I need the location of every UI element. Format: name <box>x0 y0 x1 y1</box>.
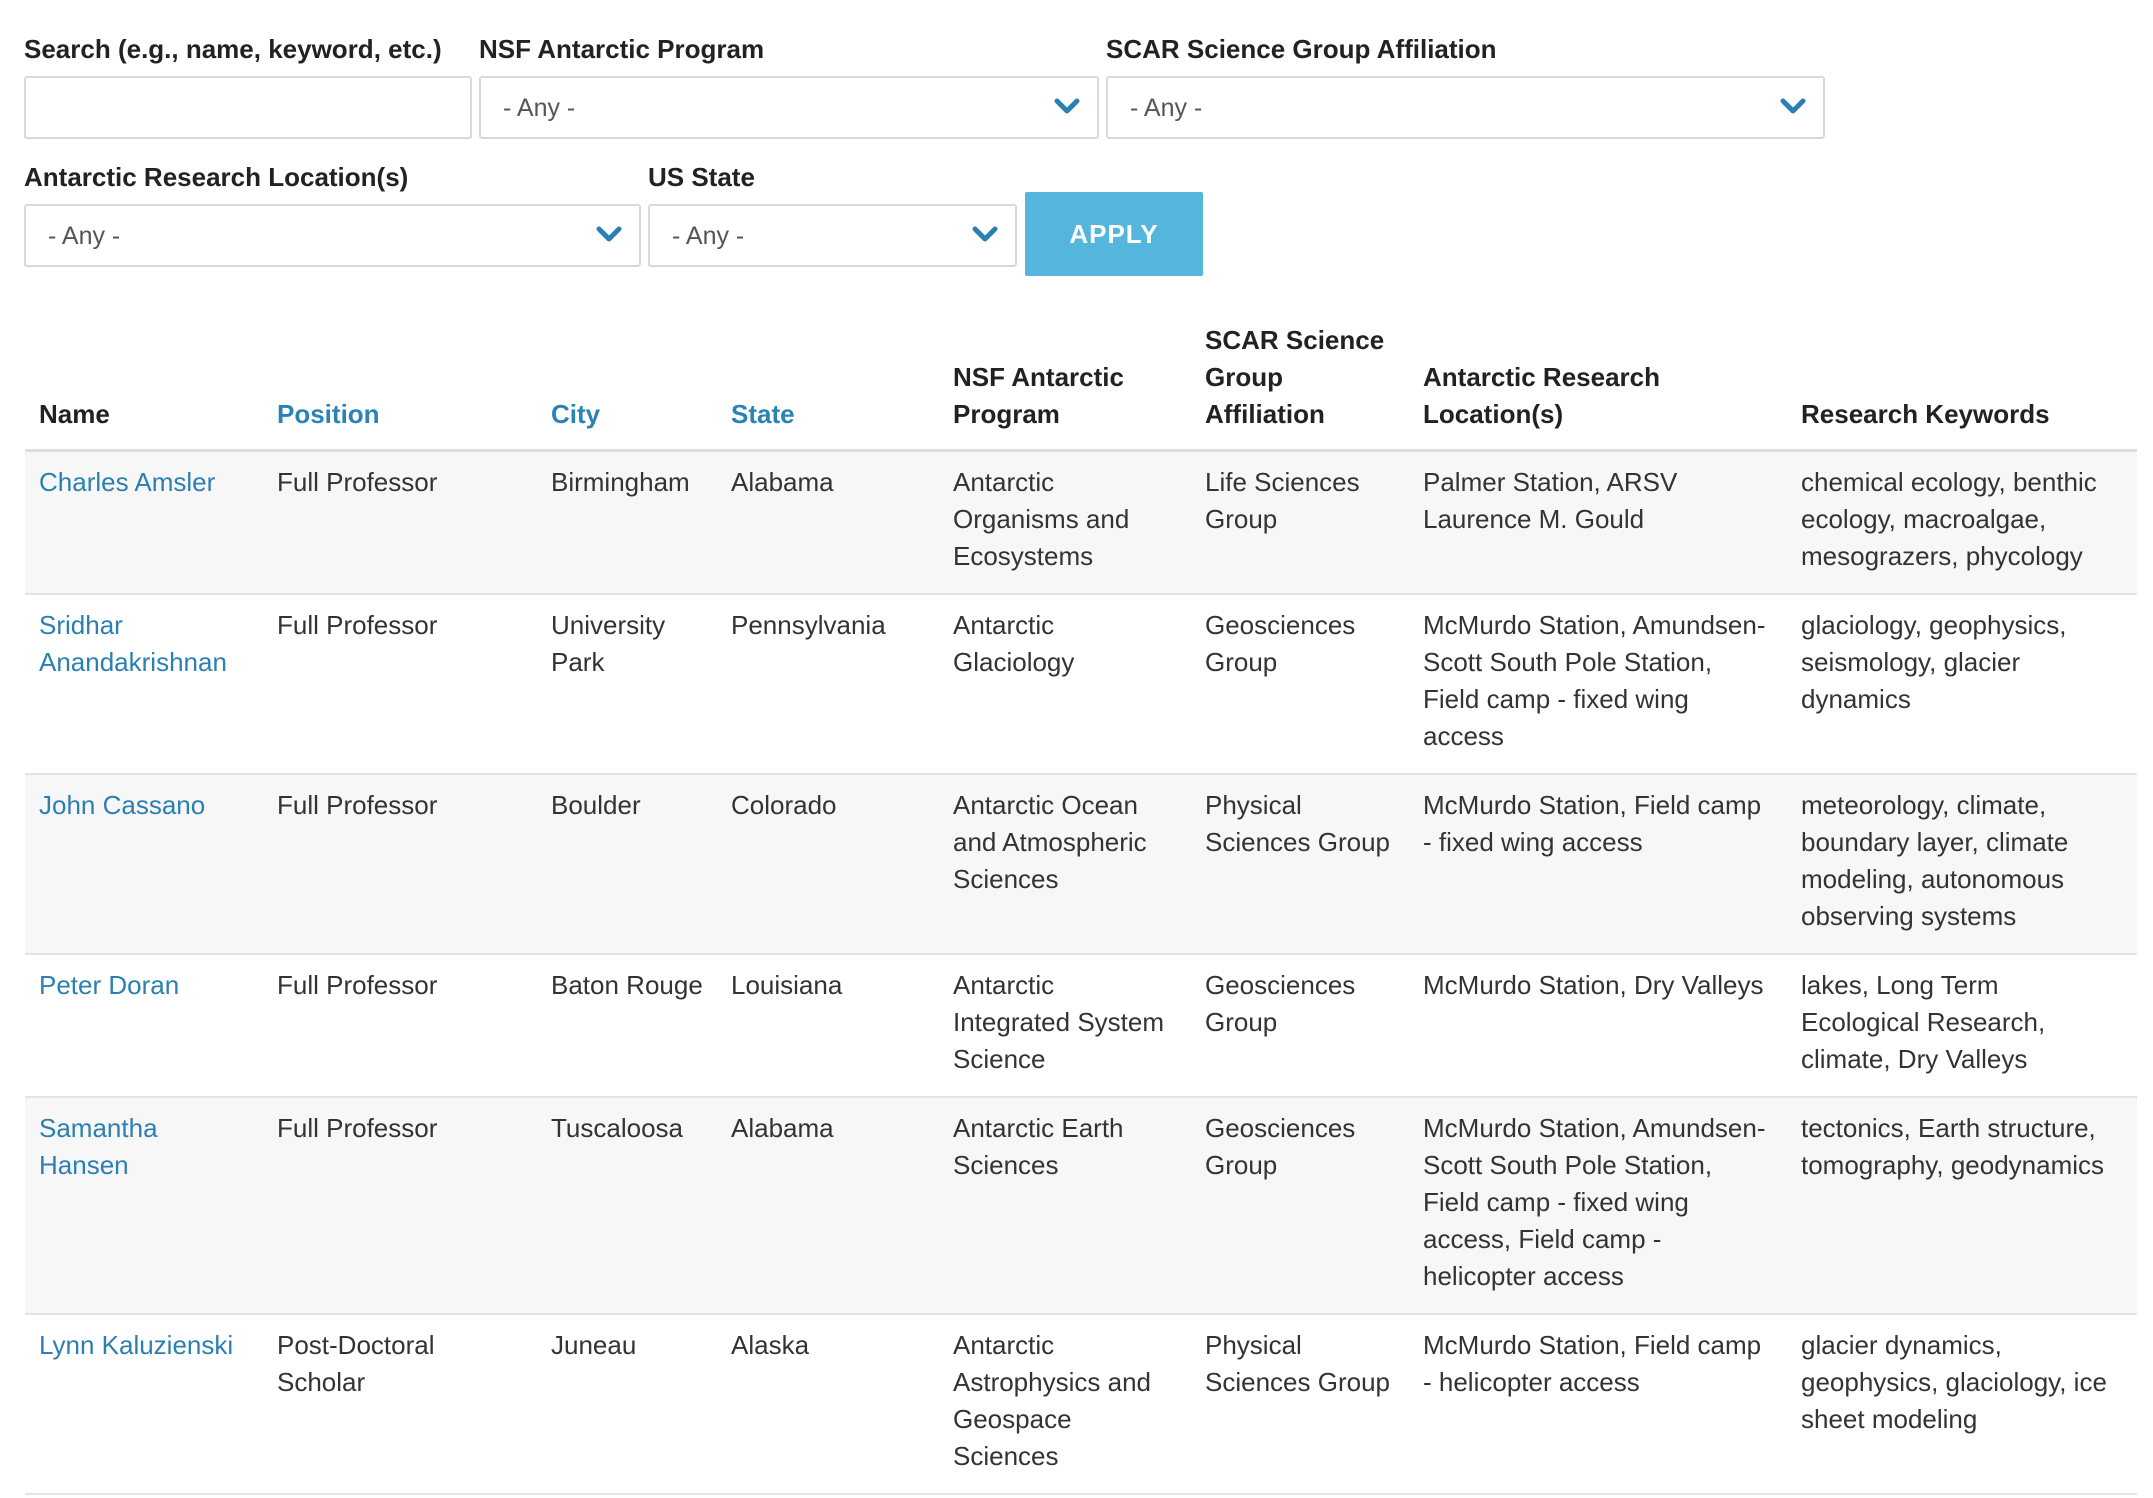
table-cell-state: Colorado <box>717 775 939 955</box>
table-cell-research-locations: Palmer Station, ARSV Laurence M. Gould <box>1409 452 1787 595</box>
table-cell-research-locations: McMurdo Station, Amundsen-Scott South Pole Station, Field camp - fixed wing access <box>1409 595 1787 775</box>
scar-label: SCAR Science Group Affiliation <box>1106 34 1497 64</box>
chevron-down-icon <box>1053 96 1081 118</box>
table-cell-research-keywords: lakes, Long Term Ecological Research, climate, Dry Valleys <box>1787 955 2137 1098</box>
table-cell-nsf-program: Antarctic Ocean and Atmospheric Sciences <box>939 775 1191 955</box>
table-cell-city: Juneau <box>537 1315 717 1495</box>
table-cell-nsf-program: Antarctic Astrophysics and Geospace Sciences <box>939 1315 1191 1495</box>
table-cell-position: Full Professor <box>263 775 537 955</box>
search-label: Search (e.g., name, keyword, etc.) <box>24 34 442 64</box>
table-cell-scar-affiliation: Geosciences Group <box>1191 1098 1409 1315</box>
col-header-scar-affiliation: SCAR Science Group Affiliation <box>1191 310 1409 452</box>
table-cell-state: Alaska <box>717 1315 939 1495</box>
person-name-link[interactable]: Lynn Kaluzienski <box>39 1330 234 1360</box>
col-header-research-locations: Antarctic Research Location(s) <box>1409 310 1787 452</box>
table-cell-city: Birmingham <box>537 452 717 595</box>
table-cell-position: Full Professor <box>263 595 537 775</box>
location-label: Antarctic Research Location(s) <box>24 162 409 192</box>
table-cell-state: Louisiana <box>717 955 939 1098</box>
table-cell-scar-affiliation: Geosciences Group <box>1191 955 1409 1098</box>
table-cell-research-locations: McMurdo Station, Dry Valleys <box>1409 955 1787 1098</box>
table-cell-nsf-program: Antarctic Organisms and Ecosystems <box>939 452 1191 595</box>
table-cell-scar-affiliation: Physical Sciences Group <box>1191 775 1409 955</box>
table-cell-nsf-program: Antarctic Earth Sciences <box>939 1098 1191 1315</box>
table-cell-nsf-program: Antarctic Integrated System Science <box>939 955 1191 1098</box>
table-cell-city: University Park <box>537 595 717 775</box>
table-cell-position: Full Professor <box>263 452 537 595</box>
table-cell-state: Pennsylvania <box>717 595 939 775</box>
table-cell-name <box>25 1315 263 1495</box>
col-header-research-keywords: Research Keywords <box>1787 310 2137 452</box>
location-select[interactable] <box>24 204 641 267</box>
table-cell-research-keywords: glacier dynamics, geophysics, glaciology, ice sheet modeling <box>1787 1315 2137 1495</box>
apply-button[interactable]: APPLY <box>1025 192 1203 276</box>
table-cell-position: Post-Doctoral Scholar <box>263 1315 537 1495</box>
chevron-down-icon <box>595 224 623 246</box>
table-cell-name <box>25 775 263 955</box>
scar-select[interactable] <box>1106 76 1825 139</box>
table-cell-position: Full Professor <box>263 955 537 1098</box>
us-state-select-value: - Any - <box>672 222 745 250</box>
table-cell-nsf-program: Antarctic Glaciology <box>939 595 1191 775</box>
program-label: NSF Antarctic Program <box>479 34 765 64</box>
chevron-down-icon <box>971 224 999 246</box>
table-cell-research-keywords: tectonics, Earth structure, tomography, geodynamics <box>1787 1098 2137 1315</box>
person-name-link[interactable]: Samantha Hansen <box>39 1113 158 1180</box>
person-name-link[interactable]: Sridhar Anandakrishnan <box>39 610 227 677</box>
chevron-down-icon <box>1779 96 1807 118</box>
table-cell-position: Full Professor <box>263 1098 537 1315</box>
person-name-link[interactable]: John Cassano <box>39 790 206 820</box>
results-table <box>25 310 2137 1495</box>
table-cell-city: Boulder <box>537 775 717 955</box>
table-cell-research-locations: McMurdo Station, Field camp - fixed wing access <box>1409 775 1787 955</box>
table-cell-name <box>25 595 263 775</box>
table-cell-research-locations: McMurdo Station, Amundsen-Scott South Pole Station, Field camp - fixed wing access, Field camp - helicopter access <box>1409 1098 1787 1315</box>
table-cell-research-keywords: chemical ecology, benthic ecology, macroalgae, mesograzers, phycology <box>1787 452 2137 595</box>
table-cell-name <box>25 955 263 1098</box>
table-cell-scar-affiliation: Physical Sciences Group <box>1191 1315 1409 1495</box>
search-input[interactable] <box>24 76 472 139</box>
table-cell-name <box>25 1098 263 1315</box>
person-name-link[interactable]: Charles Amsler <box>39 467 216 497</box>
table-cell-research-keywords: meteorology, climate, boundary layer, climate modeling, autonomous observing systems <box>1787 775 2137 955</box>
program-select[interactable] <box>479 76 1099 139</box>
us-state-select[interactable] <box>648 204 1017 267</box>
col-header-nsf-program: NSF Antarctic Program <box>939 310 1191 452</box>
table-cell-state: Alabama <box>717 452 939 595</box>
col-header-city[interactable]: City <box>537 310 717 452</box>
table-cell-city: Baton Rouge <box>537 955 717 1098</box>
col-header-state[interactable]: State <box>717 310 939 452</box>
us-state-label: US State <box>648 162 755 192</box>
person-name-link[interactable]: Peter Doran <box>39 970 180 1000</box>
col-header-position[interactable]: Position <box>263 310 537 452</box>
table-cell-scar-affiliation: Life Sciences Group <box>1191 452 1409 595</box>
program-select-value: - Any - <box>503 94 576 122</box>
table-cell-state: Alabama <box>717 1098 939 1315</box>
col-header-name: Name <box>25 310 263 452</box>
table-cell-scar-affiliation: Geosciences Group <box>1191 595 1409 775</box>
scar-select-value: - Any - <box>1130 94 1203 122</box>
table-cell-research-keywords: glaciology, geophysics, seismology, glacier dynamics <box>1787 595 2137 775</box>
table-cell-research-locations: McMurdo Station, Field camp - helicopter access <box>1409 1315 1787 1495</box>
table-cell-city: Tuscaloosa <box>537 1098 717 1315</box>
table-cell-name <box>25 452 263 595</box>
location-select-value: - Any - <box>48 222 121 250</box>
